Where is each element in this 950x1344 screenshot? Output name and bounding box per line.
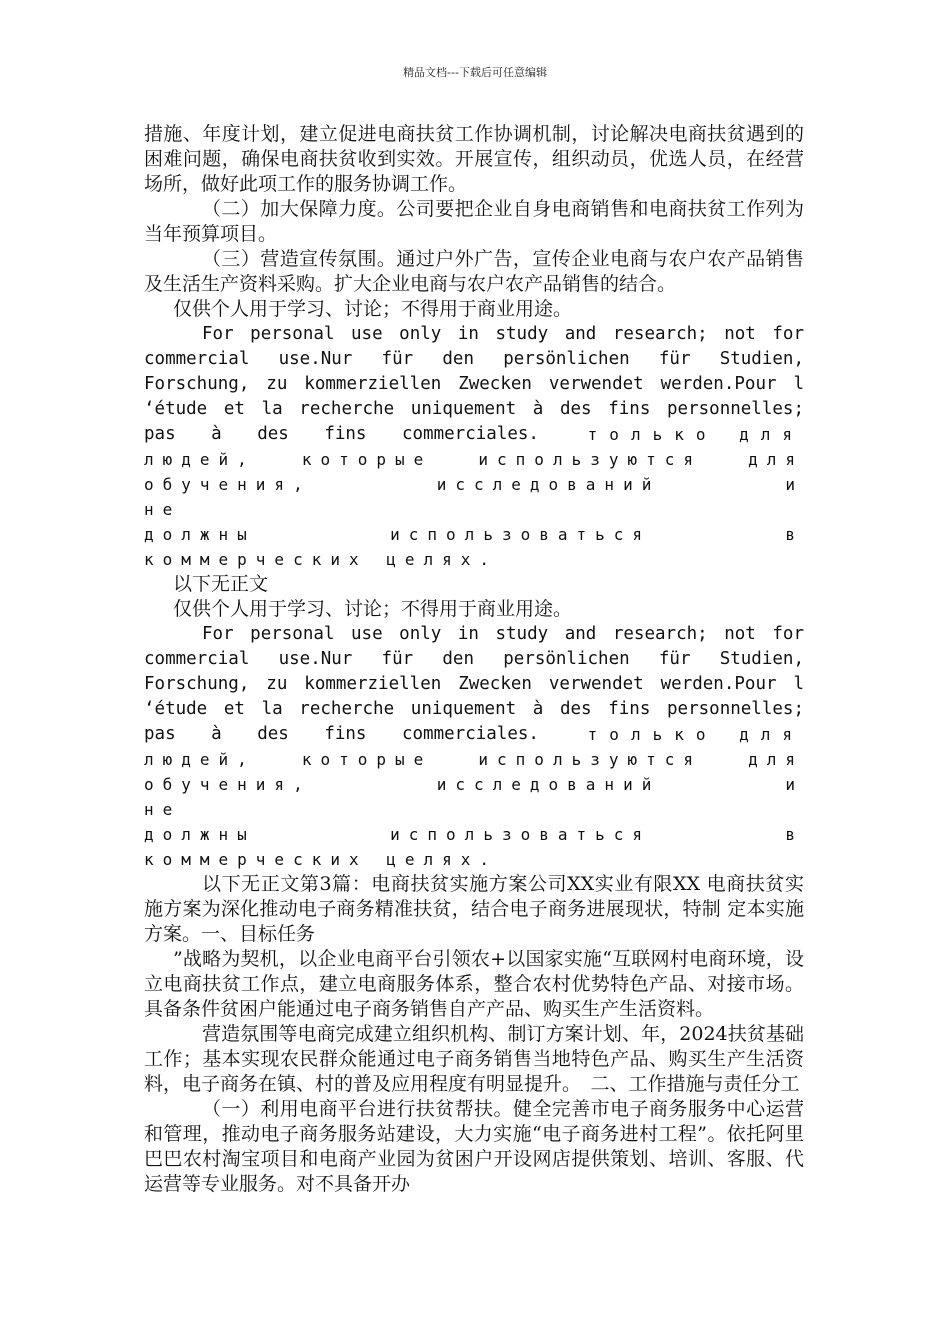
paragraph: 营造氛围等电商完成建立组织机构、制订方案计划、年，2024扶贫基础工作；基本实现农民群众能通过电子商务销售当地特色产品、购买生产生活资料，电子商务在镇、村的普及应用程度有明显提升。 二、工作措施与责任分工 [144,1023,804,1095]
disclaimer-cn: 仅供个人用于学习、讨论；不得用于商业用途。 [173,598,573,620]
word: à [211,724,222,744]
disclaimer-mixed-line [144,722,804,747]
paragraph: （二）加大保障力度。公司要把企业自身电商销售和电商扶贫工作列为当年预算项目。 [144,198,804,245]
disclaimer-cn: 仅供个人用于学习、讨论；不得用于商业用途。 [173,298,573,320]
word: pas [144,424,176,444]
disclaimer-en-line: Forschung, zu kommerziellen Zwecken verwendet werden.Pour l [144,674,804,694]
disclaimer-en-line: commercial use.Nur für den persönlichen für Studien, [144,349,804,369]
word: commerciales. [401,424,539,444]
word: à [211,424,222,444]
disclaimer-en-line: commercial use.Nur für den persönlichen für Studien, [144,649,804,669]
word: fins [324,424,367,444]
word: fins [324,724,367,744]
disclaimer-en [144,622,804,747]
disclaimer-ru-line: должны использоваться в [144,825,804,844]
disclaimer-ru-line: только для [587,725,804,744]
word: des [257,724,289,744]
disclaimer-en-line: For personal use only in study and research; not for [202,624,804,644]
disclaimer-en-line: For personal use only in study and research; not for [202,324,804,344]
disclaimer-ru-line: должны использоваться в [144,525,804,544]
disclaimer-ru-line: только для [587,425,804,444]
page-header: 精品文档---下载后可任意编辑 [403,66,547,79]
word: pas [144,724,176,744]
disclaimer-en-line [144,422,539,447]
word: des [257,424,289,444]
disclaimer-mixed-line [144,422,804,447]
section-intro: 以下无正文第3篇：电商扶贫实施方案公司XX实业有限XX 电商扶贫实施方案为深化推动电子商务精准扶贫，结合电子商务进展现状，特制 定本实施方案。一、目标任务 [144,873,804,945]
disclaimer-ru-line: коммерческих целях. [144,850,499,869]
disclaimer-ru-line: коммерческих целях. [144,550,499,569]
paragraph: （三）营造宣传氛围。通过户外广告，宣传企业电商与农户农产品销售及生活生产资料采购。扩大企业电商与农户农产品销售的结合。 [144,248,804,295]
disclaimer-en-line: ‘étude et la recherche uniquement à des fins personnelles; [144,699,804,719]
paragraph: ”战略为契机，以企业电商平台引领农+以国家实施“互联网村电商环境，设立电商扶贫工作点，建立电商服务体系，整合农村优势特色产品、对接市场。具备条件贫困户能通过电子商务销售自产产品、购买生产生活资料。 [144,948,804,1020]
disclaimer-ru-line: обучения, исследований и не [144,475,804,519]
no-more-text: 以下无正文 [173,573,269,595]
paragraph: （一）利用电商平台进行扶贫帮扶。健全完善市电子商务服务中心运营和管理，推动电子商务服务站建设，大力实施“电子商务进村工程”。依托阿里巴巴农村淘宝项目和电商产业园为贫困户开设网店提供策划、培训、客服、代运营等专业服务。对不具备开办 [144,1098,804,1195]
word: commerciales. [401,724,539,744]
disclaimer-en-line [144,722,539,747]
paragraph: 措施、年度计划，建立促进电商扶贫工作协调机制，讨论解决电商扶贫遇到的困难问题，确保电商扶贫收到实效。开展宣传，组织动员，优选人员，在经营场所，做好此项工作的服务协调工作。 [144,123,804,195]
disclaimer-en-line: ‘étude et la recherche uniquement à des fins personnelles; [144,399,804,419]
disclaimer-en-line: Forschung, zu kommerziellen Zwecken verwendet werden.Pour l [144,374,804,394]
document-body [144,122,804,1197]
disclaimer-en [144,322,804,447]
disclaimer-ru-line: людей, которые используются для [144,750,804,769]
disclaimer-ru-line: людей, которые используются для [144,450,804,469]
disclaimer-ru-line: обучения, исследований и не [144,775,804,819]
